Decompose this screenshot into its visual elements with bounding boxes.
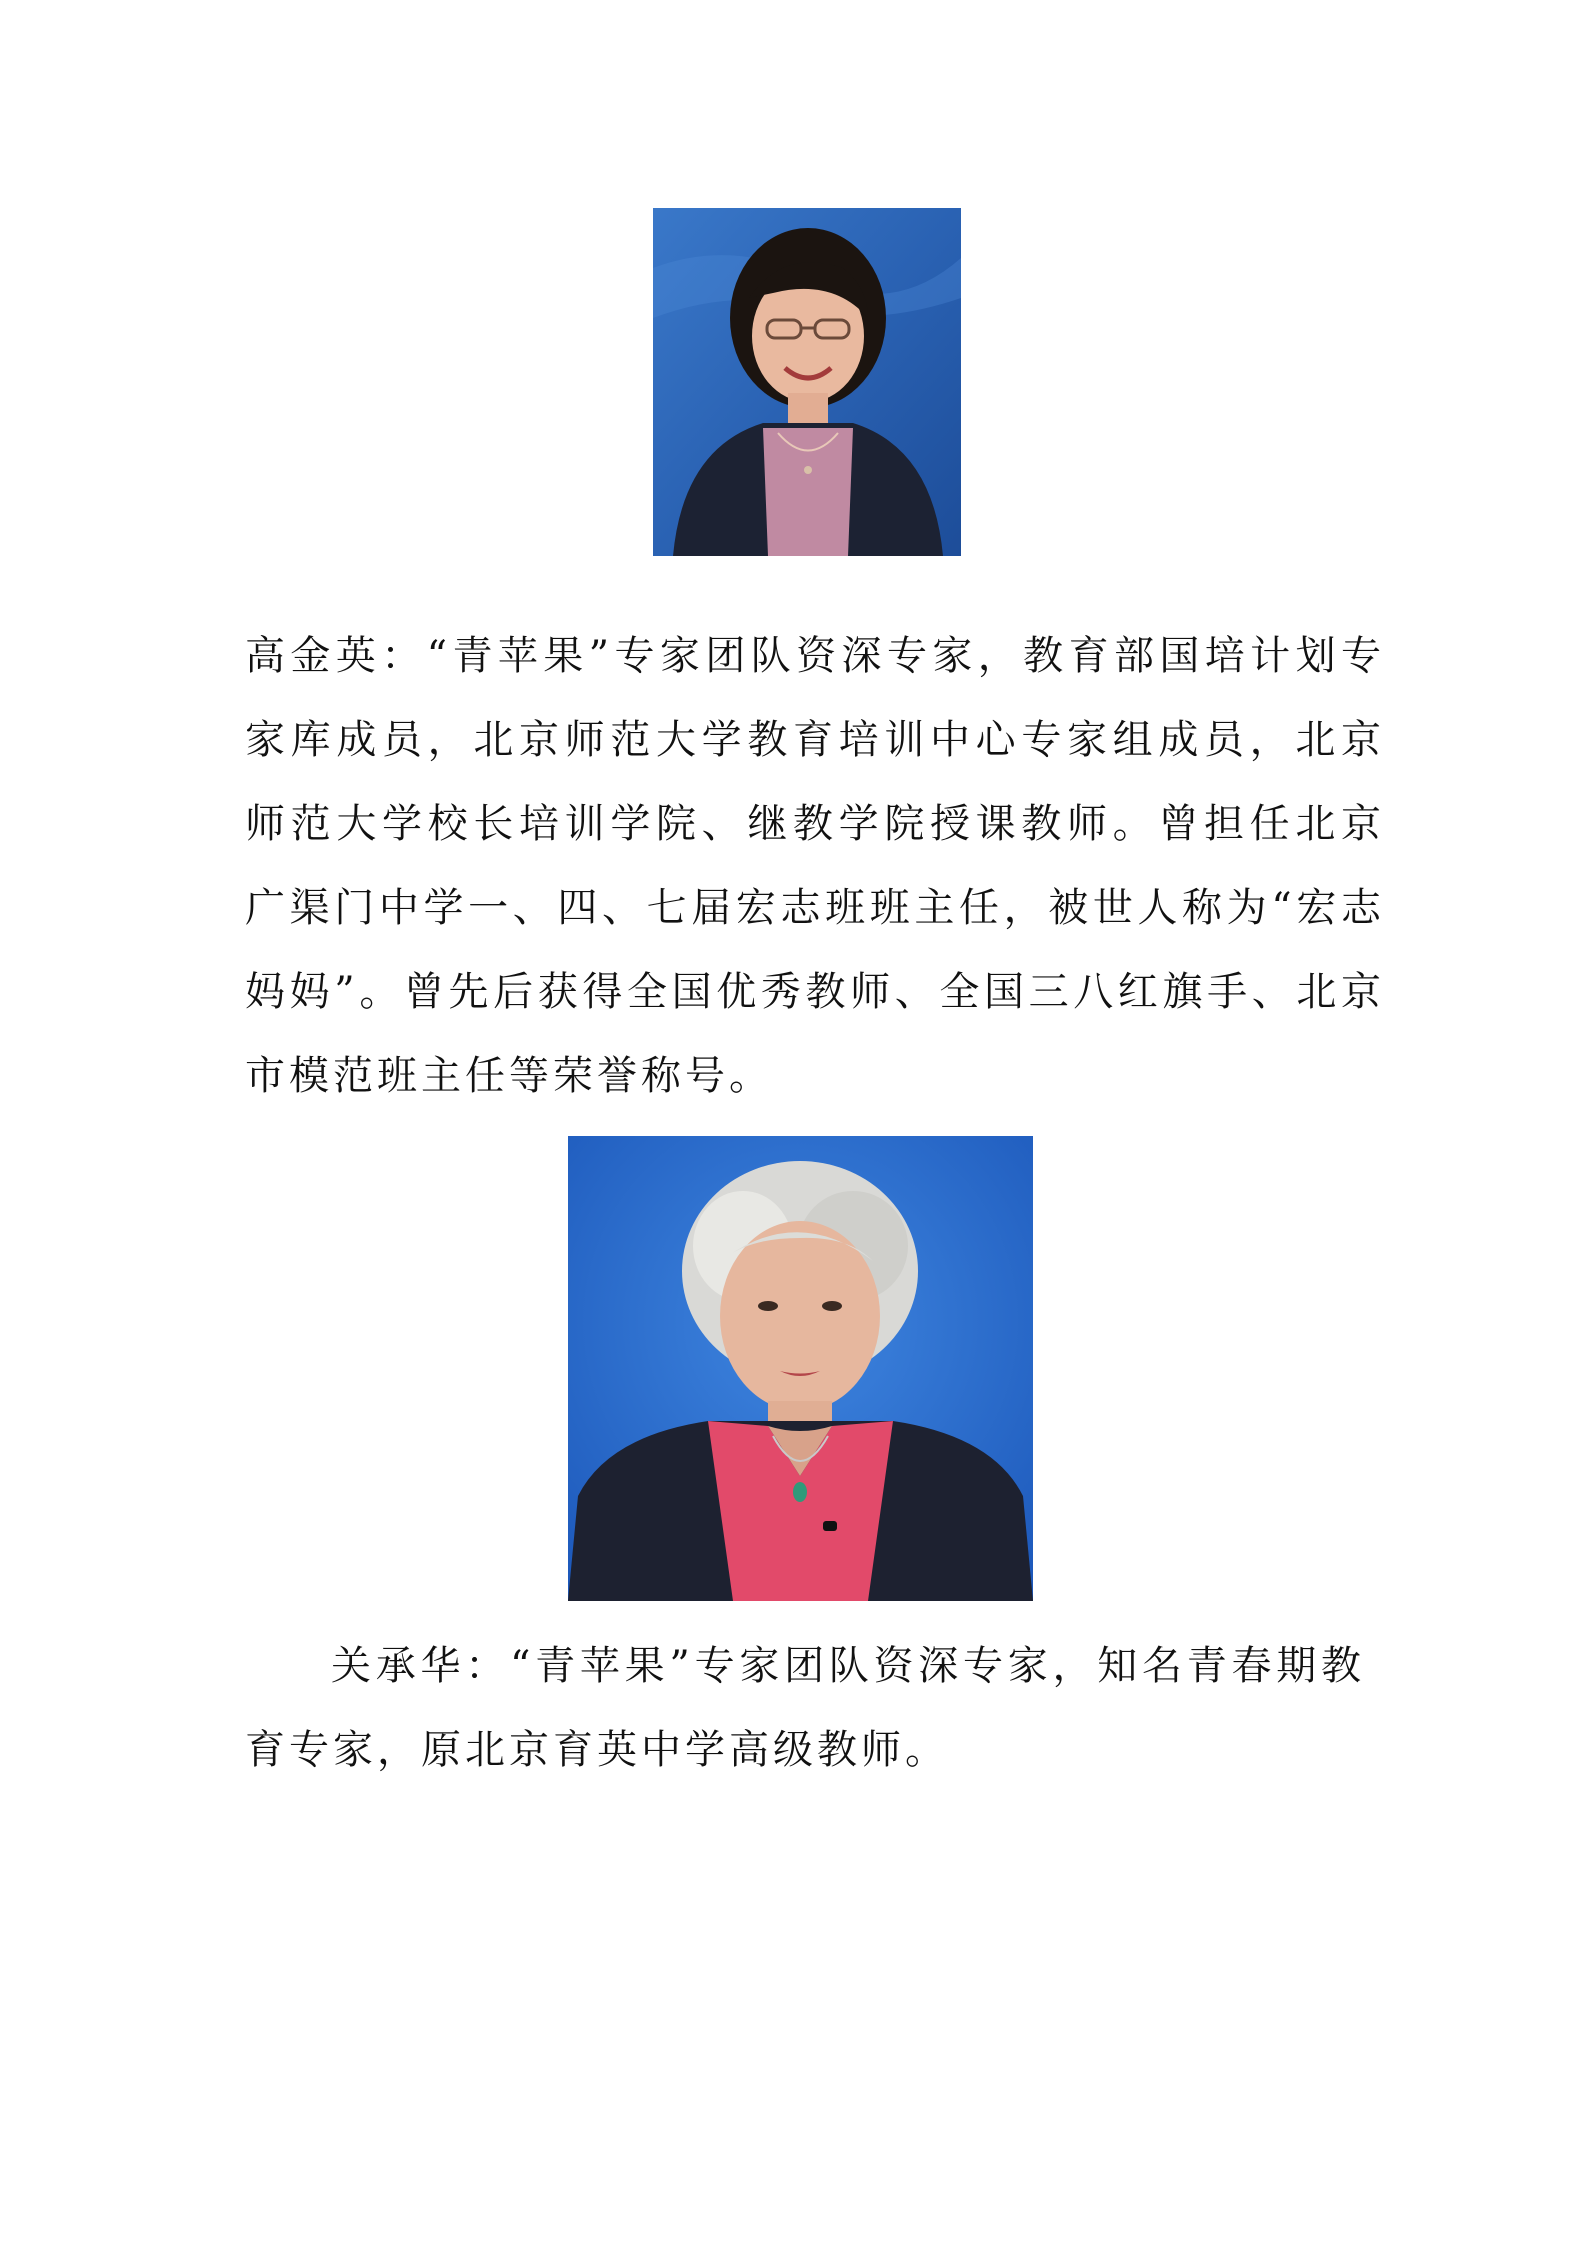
profile-bio-text: 关承华：“青苹果”专家团队资深专家，知名青春期教育专家，原北京育英中学高级教师。 [245, 1643, 1365, 1773]
portrait-photo-guan-chenghua [568, 1136, 1033, 1601]
portrait-image [568, 1136, 1033, 1601]
profile-bio-text: 高金英：“青苹果”专家团队资深专家，教育部国培计划专家库成员，北京师范大学教育培训中心专家组成员，北京师范大学校长培训学院、继教学院授课教师。曾担任北京广渠门中学一、四、七届宏志班班主任，被世人称为“宏志妈妈”。曾先后获得全国优秀教师、全国三八红旗手、北京市模范班主任等荣誉称号。 [245, 633, 1385, 1099]
portrait-image [653, 208, 961, 556]
portrait-photo-gao-jinying [653, 208, 961, 556]
